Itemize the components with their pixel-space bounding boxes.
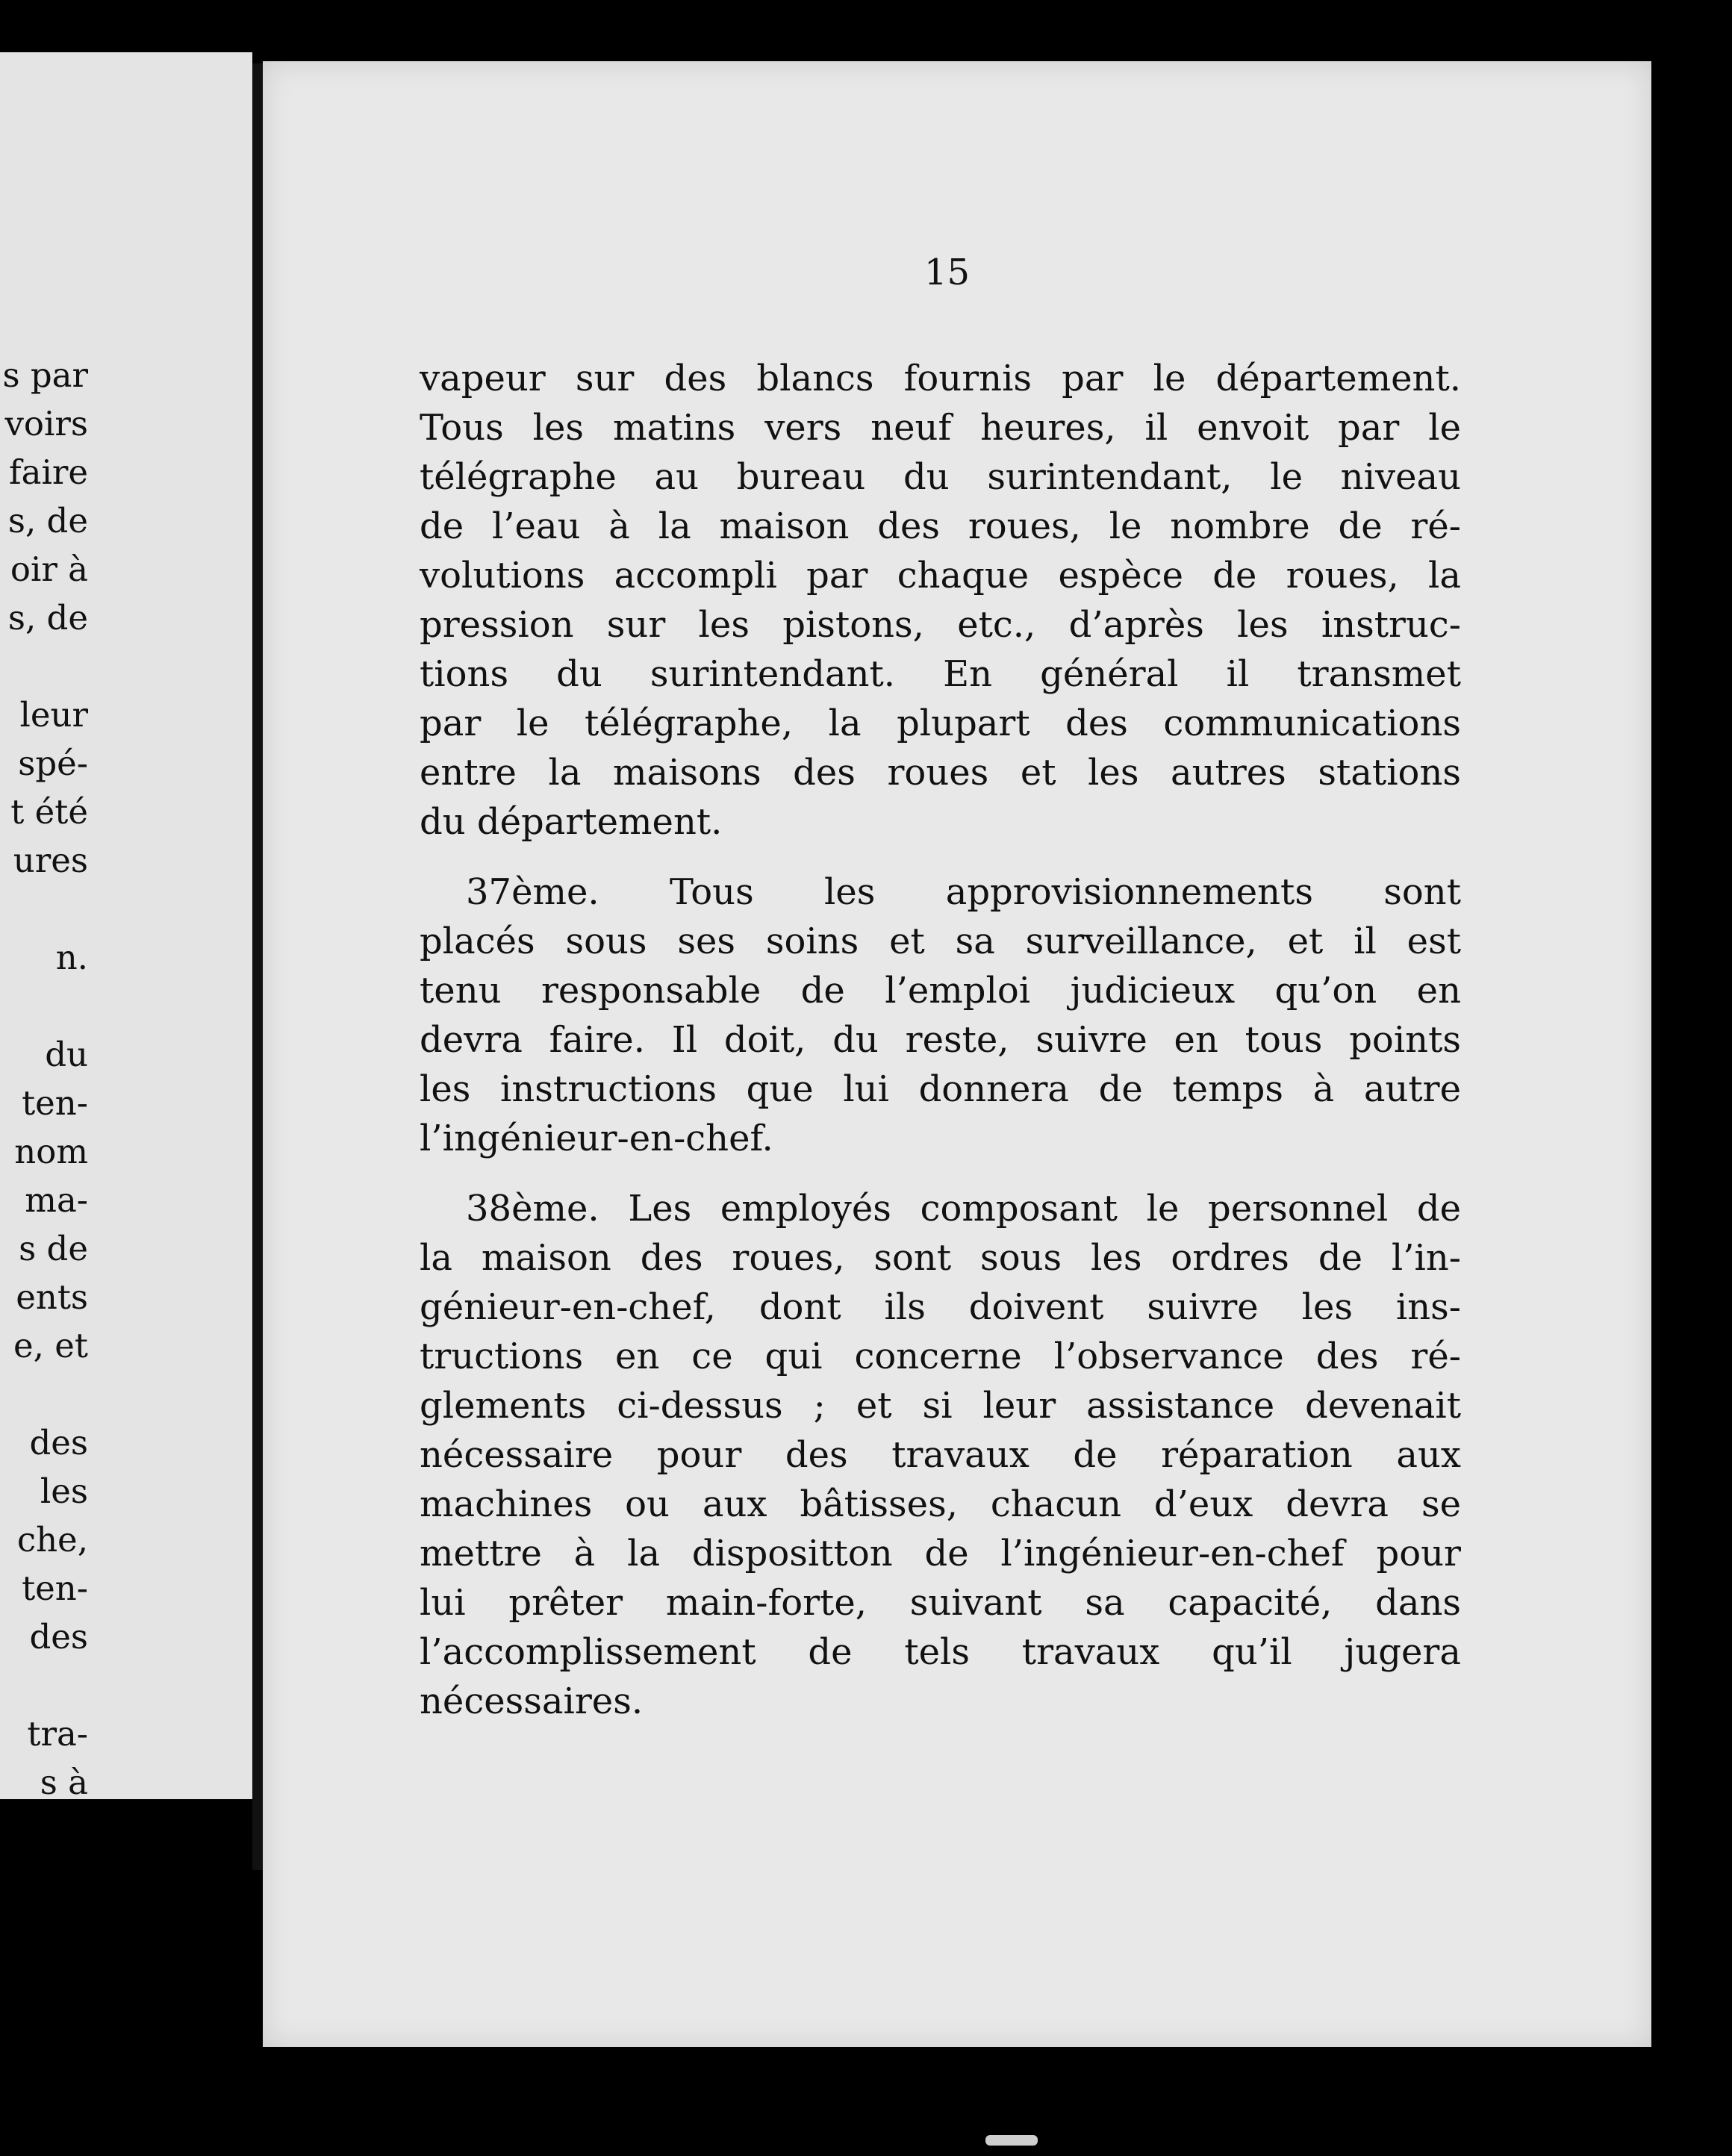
text-line: lui prêter main-forte, suivant sa capacité, dans (420, 1582, 1461, 1624)
left-line: faire (8, 452, 88, 492)
left-line: nom (14, 1132, 88, 1171)
text-line: 38ème. Les employés composant le personnel de (466, 1188, 1461, 1230)
text-line: du département. (420, 801, 723, 843)
text-line: la maison des roues, sont sous les ordres de l’in- (420, 1237, 1461, 1279)
left-line: du (45, 1035, 88, 1074)
left-line (0, 982, 88, 1030)
scan-speck (985, 2135, 1038, 2146)
text-line: mettre à la dispositton de l’ingénieur-en-chef pour (420, 1533, 1461, 1574)
text-line: Tous les matins vers neuf heures, il envoit par le (420, 407, 1461, 449)
book-gutter (252, 63, 263, 1870)
page-number: 15 (924, 252, 971, 293)
left-line: ma- (25, 1180, 88, 1220)
text-line: entre la maisons des roues et les autres stations (420, 752, 1461, 794)
left-line: ures (13, 841, 88, 880)
text-line: nécessaires. (420, 1680, 644, 1722)
left-line: les (40, 1471, 88, 1511)
page-body (420, 354, 1461, 1747)
text-line: génieur-en-chef, dont ils doivent suivre les ins- (420, 1286, 1461, 1328)
left-line (0, 1661, 88, 1710)
left-line (0, 1370, 88, 1418)
text-line: tructions en ce qui concerne l’observance des ré- (420, 1336, 1461, 1377)
right-page (263, 61, 1651, 2047)
left-page-text (0, 351, 88, 1807)
text-line: l’ingénieur-en-chef. (420, 1118, 773, 1159)
left-line: s de (19, 1229, 88, 1268)
left-line: e, et (13, 1326, 88, 1365)
text-line: volutions accompli par chaque espèce de roues, la (420, 555, 1461, 596)
text-line: nécessaire pour des travaux de réparation aux (420, 1434, 1461, 1476)
text-line: vapeur sur des blancs fournis par le département. (420, 358, 1461, 399)
text-line: machines ou aux bâtisses, chacun d’eux devra se (420, 1483, 1461, 1525)
text-line: télégraphe au bureau du surintendant, le niveau (420, 456, 1461, 498)
left-line: ten- (22, 1568, 88, 1608)
left-line: des (29, 1423, 88, 1462)
left-line: n. (55, 938, 88, 977)
left-line: s, de (7, 501, 88, 540)
text-line: les instructions que lui donnera de temps à autre (420, 1068, 1461, 1110)
left-page-fragment (0, 52, 252, 1802)
paragraph (420, 354, 1461, 847)
left-line: t été (10, 792, 88, 832)
left-line: tra- (27, 1714, 88, 1754)
text-line: placés sous ses soins et sa surveillance, et il est (420, 920, 1461, 962)
left-line: spé- (18, 744, 88, 783)
text-line: l’accomplissement de tels travaux qu’il jugera (420, 1631, 1461, 1673)
text-line: pression sur les pistons, etc., d’après les instruc- (420, 604, 1461, 646)
left-line: des (29, 1617, 88, 1657)
left-line: s par (2, 355, 88, 395)
left-line (0, 885, 88, 933)
left-line: s à (40, 1763, 88, 1802)
paragraph-37 (420, 867, 1461, 1163)
text-line: de l’eau à la maison des roues, le nombre de ré- (420, 505, 1461, 547)
paragraph-38 (420, 1184, 1461, 1726)
text-line: devra faire. Il doit, du reste, suivre en tous points (420, 1019, 1461, 1061)
left-line: ents (16, 1277, 88, 1317)
left-line: ten- (22, 1083, 88, 1123)
left-line: voirs (4, 404, 88, 443)
text-line: tenu responsable de l’emploi judicieux qu’on en (420, 970, 1461, 1012)
text-line: glements ci-dessus ; et si leur assistance devenait (420, 1385, 1461, 1427)
left-line: che, (16, 1520, 88, 1560)
left-line (0, 642, 88, 691)
text-line: par le télégraphe, la plupart des communications (420, 702, 1461, 744)
left-line: s, de (7, 598, 88, 638)
text-line: tions du surintendant. En général il transmet (420, 653, 1461, 695)
text-line: 37ème. Tous les approvisionnements sont (466, 871, 1461, 913)
left-line: leur (19, 695, 88, 735)
left-line: oir à (10, 549, 88, 589)
